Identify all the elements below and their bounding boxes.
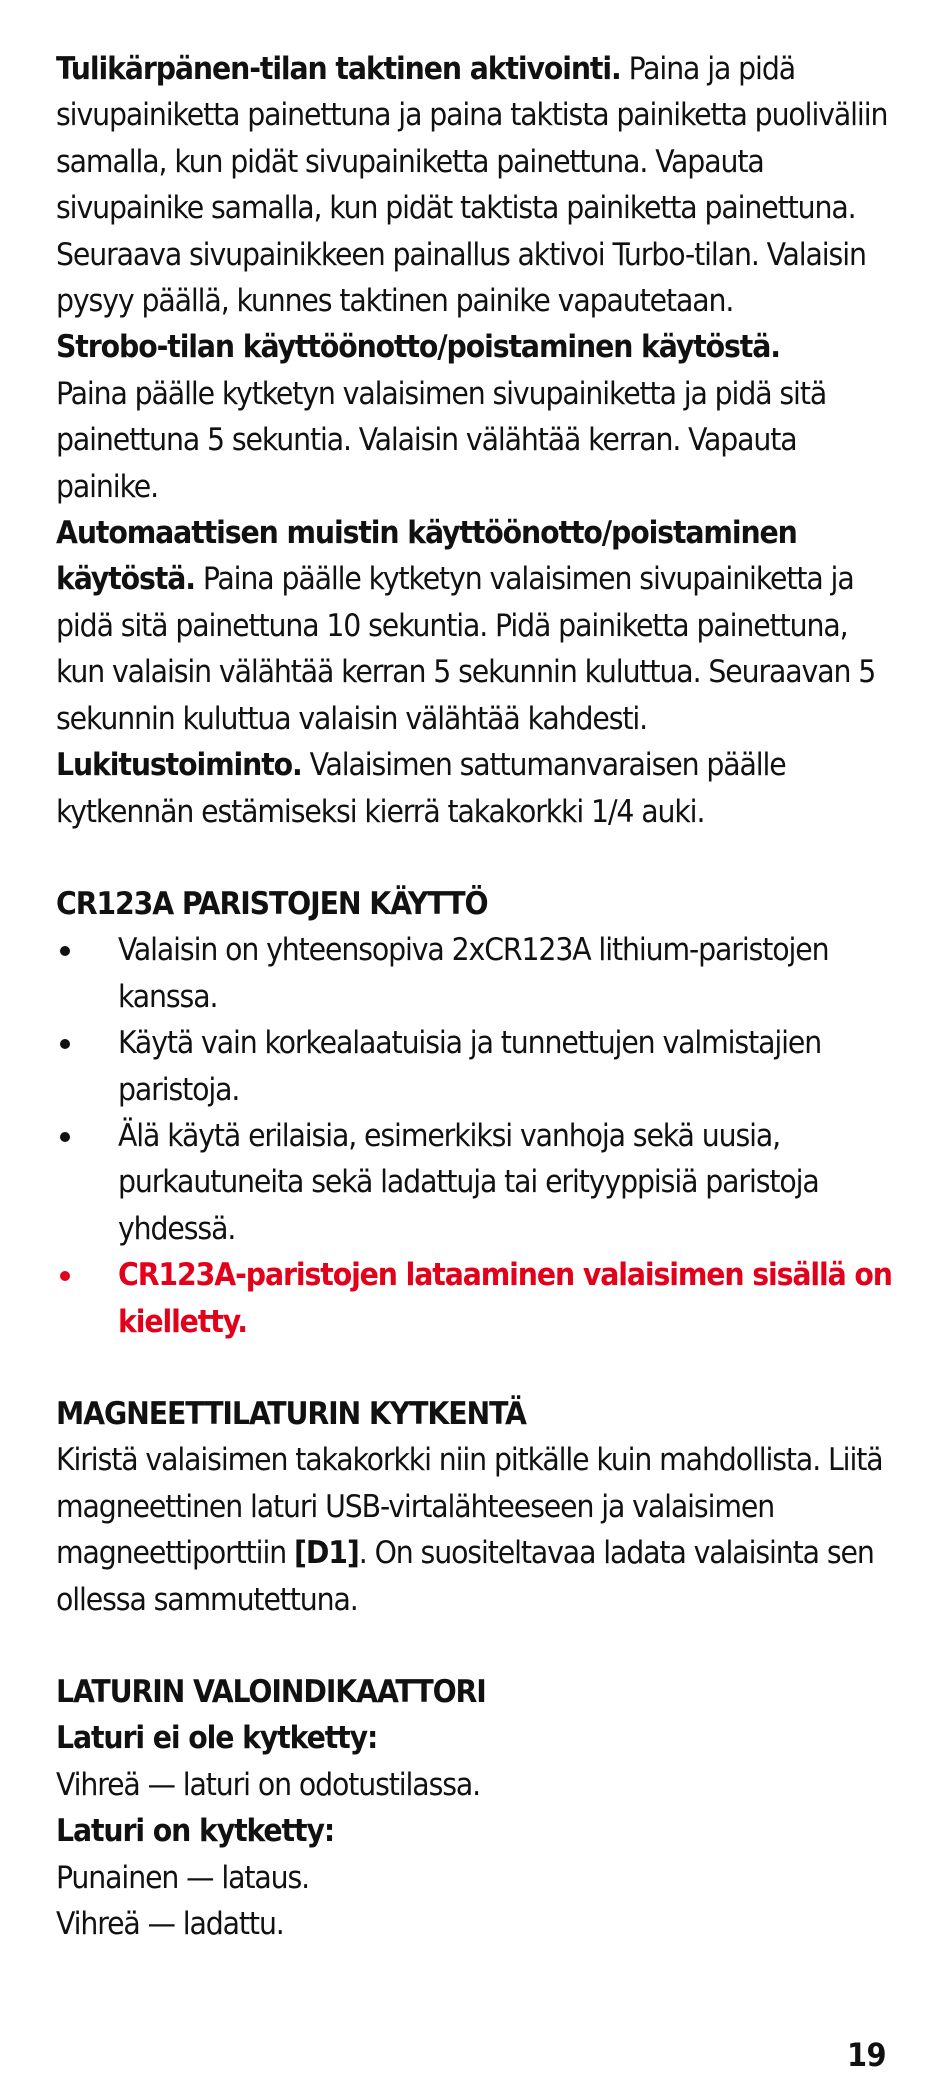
spacer (56, 1623, 896, 1669)
charger-disconnected-label: Laturi ei ole kytketty: (56, 1720, 378, 1757)
spacer (56, 835, 896, 881)
page-number: 19 (846, 2036, 886, 2074)
list-item (56, 1113, 896, 1252)
list-item-text: Älä käytä erilaisia, esimerkiksi vanhoja sekä uusia, purkautuneita sekä ladattuja tai erityyppisiä paristoja yhdessä. (118, 1117, 819, 1247)
bullet-icon (60, 946, 70, 956)
strobe-mode-heading (56, 324, 896, 370)
memory-title: Automaattisen muistin käyttöönotto/poistaminen käytöstä. (56, 515, 797, 598)
firefly-mode-title: Tulikärpänen-tilan taktinen aktivointi. (56, 51, 621, 87)
strobe-mode-text: Paina päälle kytketyn valaisimen sivupainiketta ja pidä sitä painettuna 5 sekuntia. Valaisin välähtää kerran. Vapauta painike. (56, 375, 827, 505)
charged-text: Vihreä — ladattu. (56, 1906, 284, 1943)
list-item-text: Valaisin on yhteensopiva 2xCR123A lithium-paristojen kanssa. (118, 932, 829, 1015)
strobe-mode-paragraph (56, 371, 896, 510)
list-item (56, 1020, 896, 1113)
charger-text-after: . On suositeltavaa ladata valaisinta sen ollessa sammutettuna. (56, 1535, 874, 1618)
charger-text-before: Kiristä valaisimen takakorkki niin pitkälle kuin mahdollista. Liitä magneettinen laturi USB-virtalähteeseen ja valaisimen magneettiporttiin (56, 1442, 883, 1572)
lockout-paragraph (56, 742, 896, 835)
lockout-title: Lukitustoiminto. (56, 747, 302, 784)
battery-section-title: CR123A PARISTOJEN KÄYTTÖ (56, 885, 488, 922)
bullet-icon (60, 1271, 70, 1281)
lockout-text: Valaisimen sattumanvaraisen päälle kytkennän estämiseksi kierrä takakorkki 1/4 auki. (56, 747, 786, 830)
list-item (56, 927, 896, 1020)
warning-list-item (56, 1252, 896, 1345)
charger-standby-text: Vihreä — laturi on odotustilassa. (56, 1766, 481, 1803)
firefly-mode-paragraph (56, 46, 896, 324)
memory-paragraph (56, 510, 896, 742)
indicator-section-title: LATURIN VALOINDIKAATTORI (56, 1674, 486, 1710)
bullet-icon (60, 1039, 70, 1049)
bullet-icon (60, 1132, 70, 1142)
charger-section-title: MAGNEETTILATURIN KYTKENTÄ (56, 1395, 526, 1432)
battery-list (56, 927, 896, 1345)
list-item-text: Käytä vain korkealaatuisia ja tunnettujen valmistajien paristoja. (118, 1025, 822, 1108)
charger-connected-label: Laturi on kytketty: (56, 1813, 335, 1850)
charger-paragraph (56, 1437, 896, 1623)
firefly-mode-text: Paina ja pidä sivupainiketta painettuna ja paina taktista painiketta puoliväliin samalla, kun pidät sivupainiketta painettuna. Vapauta sivupainike samalla, kun pidät taktista painiketta painettuna. Seuraava sivupainikkeen painallus aktivoi Turbo-tilan. Valaisin pysyy päällä, kunnes taktinen painike vapautetaan. (56, 51, 888, 320)
spacer (56, 1345, 896, 1391)
manual-page-content (56, 46, 896, 1947)
memory-text: Paina päälle kytketyn valaisimen sivupainiketta ja pidä sitä painettuna 10 sekuntia. Pidä painiketta painettuna, kun valaisin välähtää kerran 5 sekunnin kuluttua. Seuraavan 5 sekunnin kuluttua valaisin välähtää kahdesti. (56, 561, 876, 737)
warning-text: CR123A-paristojen lataaminen valaisimen sisällä on kielletty. (118, 1257, 892, 1340)
figure-reference: [D1] (294, 1535, 359, 1572)
charging-text: Punainen — lataus. (56, 1859, 310, 1896)
strobe-mode-title: Strobo-tilan käyttöönotto/poistaminen käytöstä. (56, 329, 780, 366)
